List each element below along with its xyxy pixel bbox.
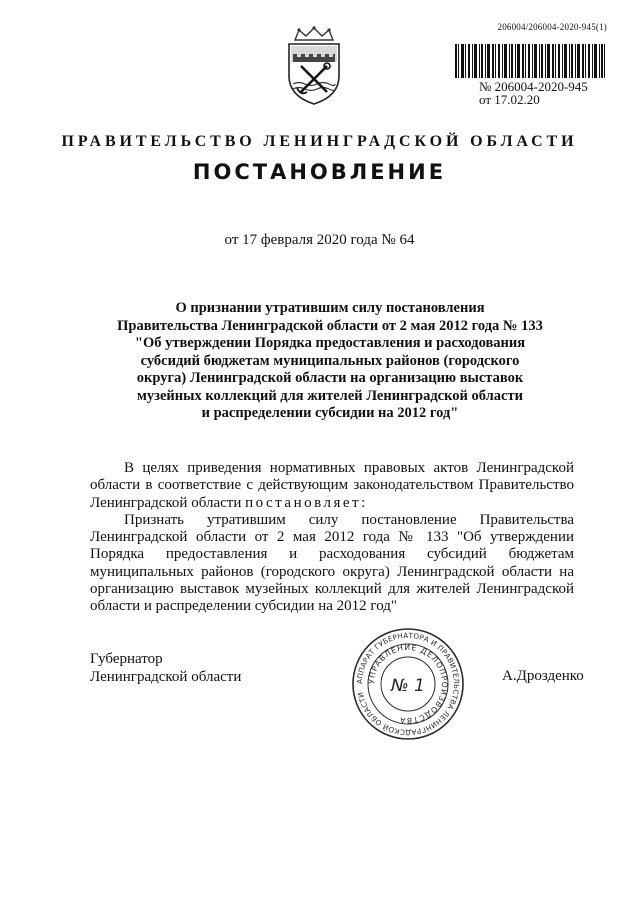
title-line: О признании утратившим силу постановления	[175, 300, 485, 316]
signer-name: А.Дрозденко	[502, 668, 584, 684]
official-stamp	[351, 627, 465, 741]
signer-position-line: Ленинградской области	[90, 668, 242, 685]
title-line: и распределении субсидии на 2012 год"	[201, 405, 459, 421]
stamp-inner-text: УПРАВЛЕНИЕ ДЕЛОПРОИЗВОДСТВА	[366, 642, 450, 726]
registration-date: от 17.02.20	[479, 92, 540, 107]
issuer-heading: ПРАВИТЕЛЬСТВО ЛЕНИНГРАДСКОЙ ОБЛАСТИ	[61, 133, 578, 150]
title-line: Правительства Ленинградской области от 2 мая 2012 года № 133	[117, 317, 543, 334]
signer-position-line: Губернатор	[90, 651, 163, 667]
registration-number: № 206004-2020-945	[479, 79, 588, 94]
decree-date-line: от 17 февраля 2020 года № 64	[224, 232, 415, 248]
document-type-heading: ПОСТАНОВЛЕНИЕ	[192, 160, 447, 184]
stamp-outer-text: АППАРАТ ГУБЕРНАТОРА И ПРАВИТЕЛЬСТВА ЛЕНИНГРАДСКОЙ ОБЛАСТИ	[354, 630, 462, 738]
document-body	[90, 460, 574, 616]
title-line: музейных коллекций для жителей Ленинградской области	[137, 387, 523, 404]
coat-of-arms-icon	[279, 26, 349, 106]
signer-position	[90, 651, 241, 686]
preamble-paragraph	[90, 460, 574, 512]
decision-paragraph: Признать утратившим силу постановление Правительства Ленинградской области от 2 мая 2012 года № 133 "Об утверждении Порядка предоставления и расходования субсидий бюджетам муниципальных районов (городского округа) Ленинградской области на организацию выставок музейных коллекций для жителей Ленинградской области и распределении субсидии на 2012 год"	[90, 511, 574, 615]
document-id: 206004/206004-2020-945(1)	[497, 22, 607, 32]
title-line: "Об утверждении Порядка предоставления и расходования	[134, 335, 526, 351]
document-title	[100, 300, 560, 423]
decree-word: постановляет:	[245, 494, 368, 511]
stamp-number: № 1	[391, 676, 425, 696]
barcode-icon	[455, 44, 605, 78]
preamble-text: В целях приведения нормативных правовых актов Ленинградской области в соответствие с действующим законодательством Правительство Ленинградской области	[90, 460, 574, 511]
title-line: округа) Ленинградской области на организацию выставок	[136, 370, 524, 386]
title-line: субсидий бюджетам муниципальных районов (городского	[140, 352, 520, 369]
